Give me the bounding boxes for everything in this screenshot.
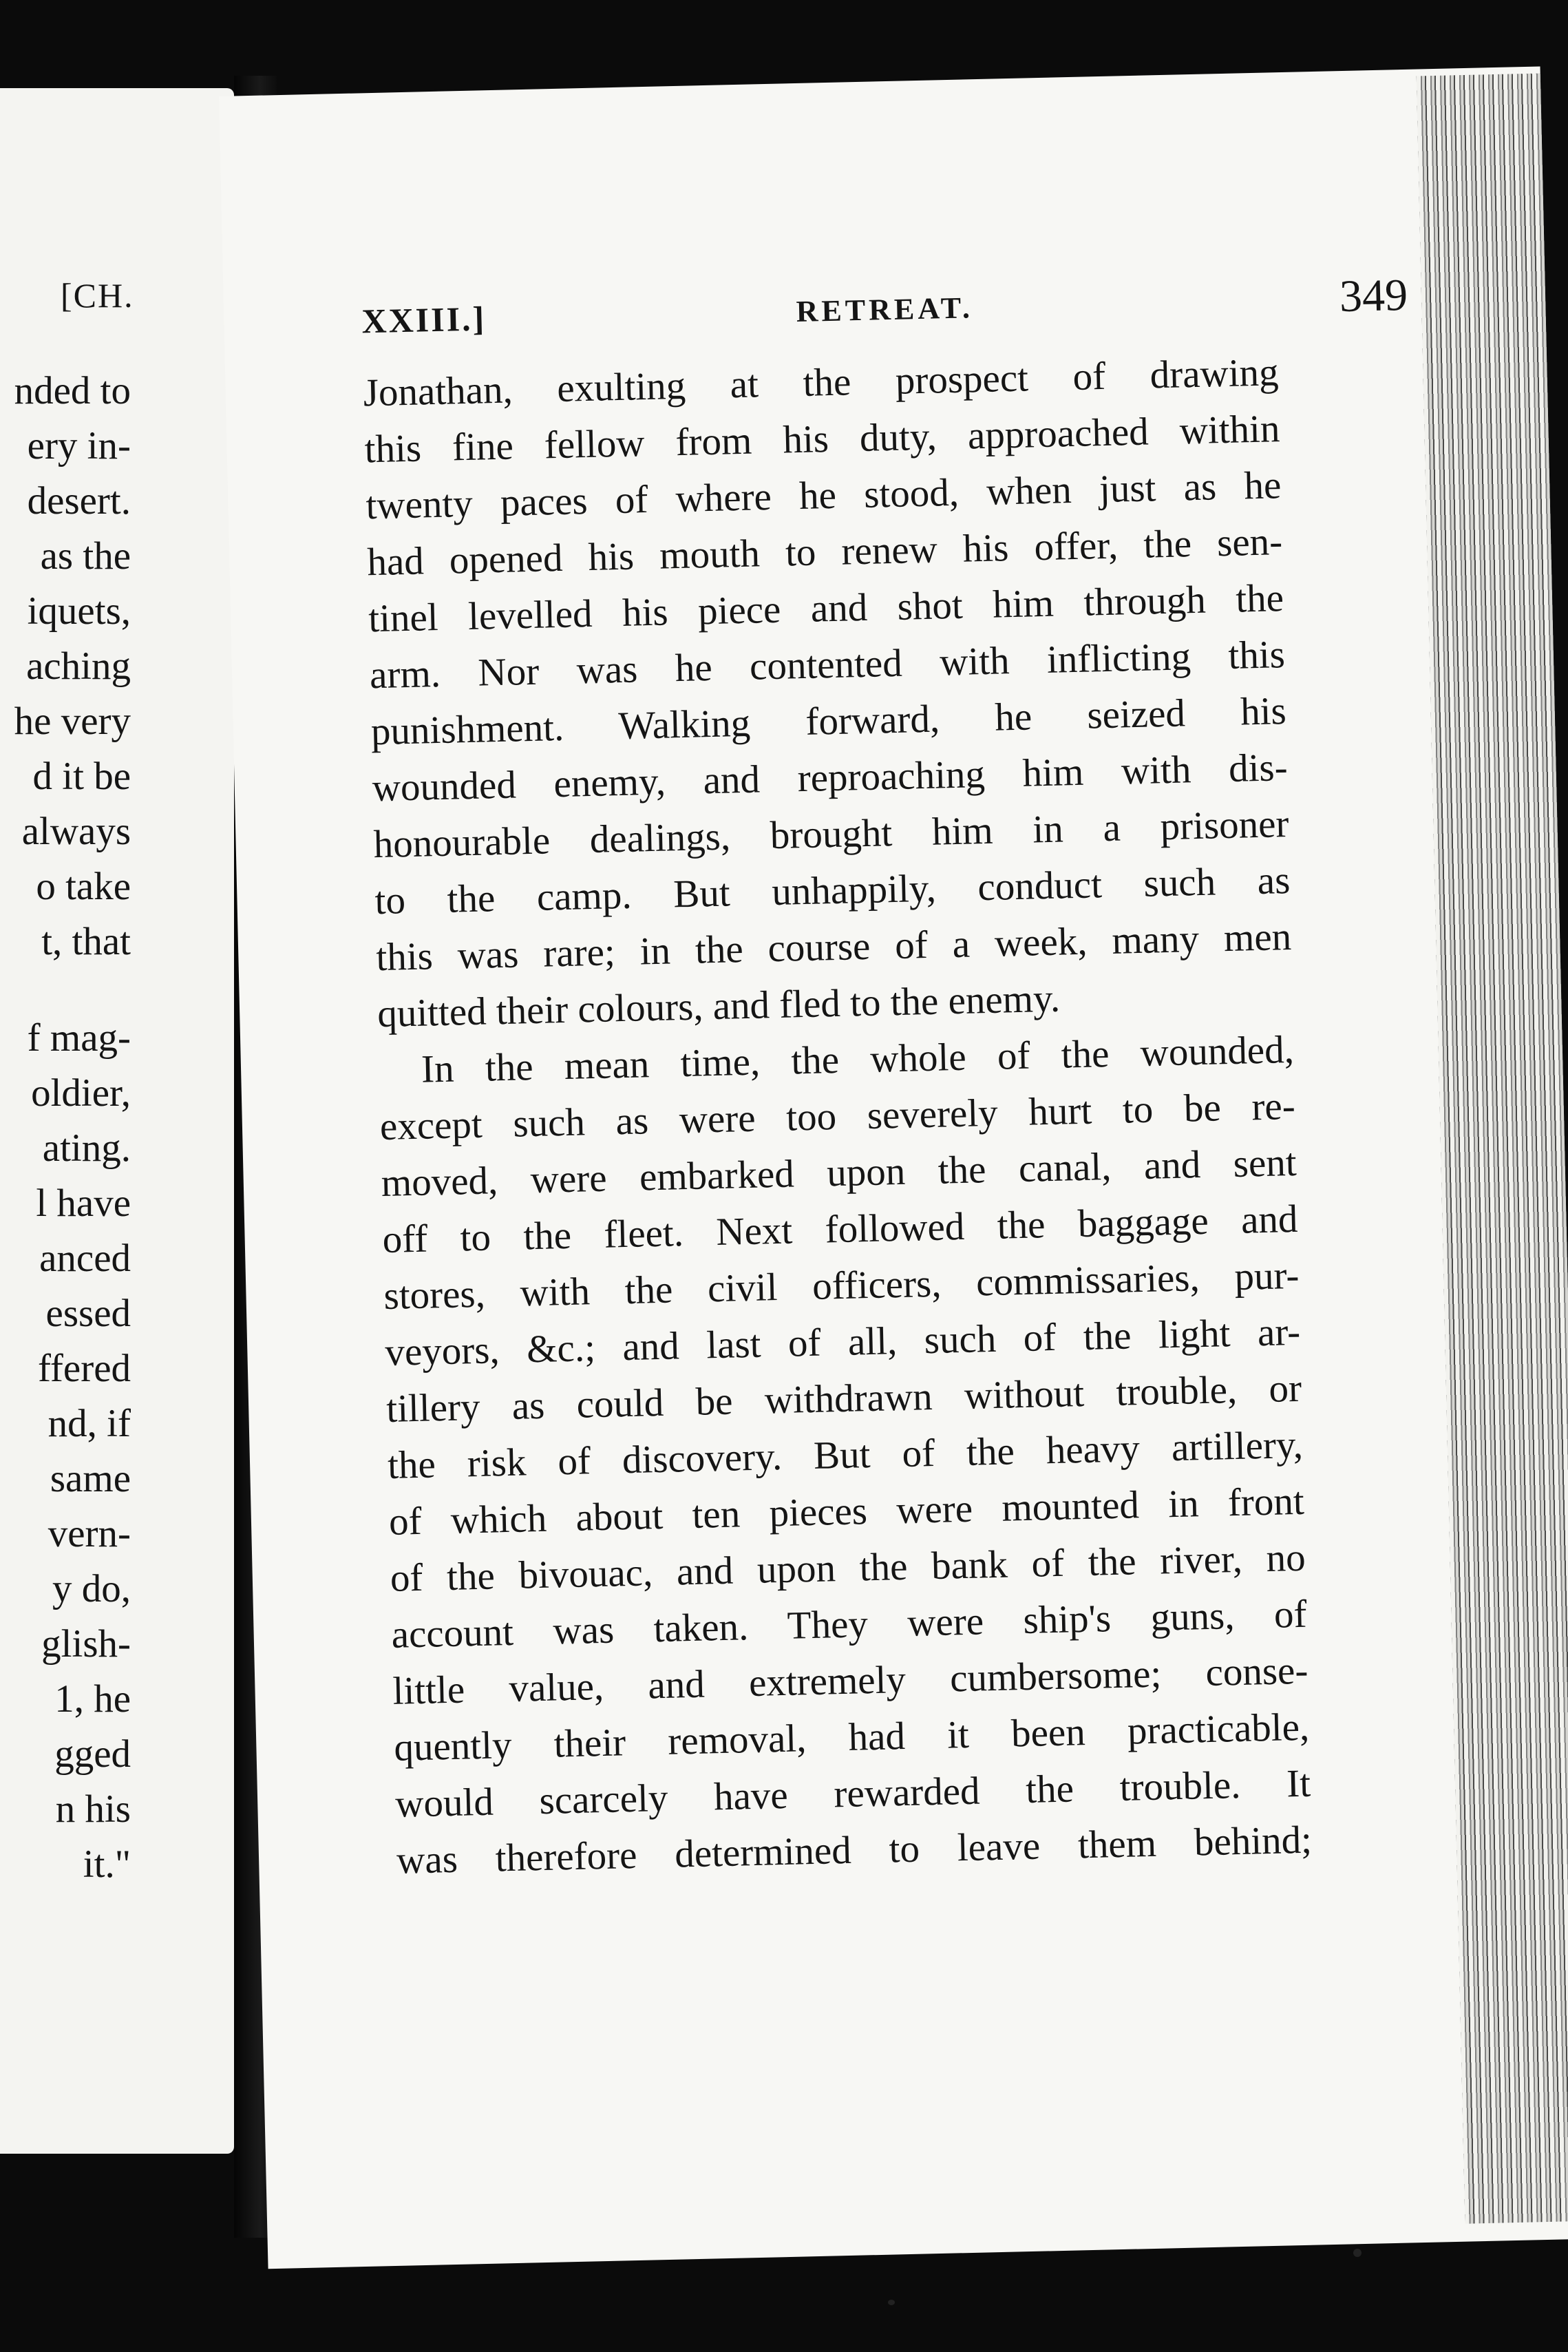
facing-line: 1, he bbox=[54, 1677, 131, 1721]
facing-line: iquets, bbox=[27, 589, 131, 633]
facing-line: nded to bbox=[14, 369, 131, 412]
text-line: moved, were embarked upon the canal, and sent bbox=[381, 1140, 1297, 1206]
text-line: had opened his mouth to renew his offer, the sen- bbox=[366, 520, 1283, 585]
facing-line: l have bbox=[36, 1182, 131, 1225]
facing-line: oldier, bbox=[31, 1071, 131, 1115]
facing-line: ating. bbox=[42, 1126, 131, 1170]
facing-line: ery in- bbox=[27, 424, 131, 468]
facing-line: gged bbox=[54, 1732, 131, 1776]
text-line: quently their removal, had it been practicable, bbox=[393, 1705, 1310, 1770]
facing-line: o take bbox=[36, 865, 131, 908]
text-line: the risk of discovery. But of the heavy artillery, bbox=[387, 1422, 1304, 1487]
text-line: quitted their colours, and fled to the enemy. bbox=[377, 976, 1061, 1036]
facing-page bbox=[0, 88, 234, 2154]
running-head: RETREAT. bbox=[796, 291, 974, 329]
facing-page-header: [CH. bbox=[61, 276, 134, 315]
text-line: Jonathan, exulting at the prospect of drawing bbox=[363, 350, 1280, 415]
text-line: twenty paces of where he stood, when just as he bbox=[365, 463, 1282, 528]
facing-line: essed bbox=[45, 1292, 131, 1335]
text-line: little value, and extremely cumbersome; conse- bbox=[392, 1648, 1309, 1713]
facing-line: ffered bbox=[37, 1347, 131, 1390]
ink-speck bbox=[888, 2300, 895, 2305]
facing-line: nd, if bbox=[47, 1402, 131, 1445]
text-line: to the camp. But unhappily, conduct such as bbox=[374, 858, 1291, 923]
text-line: tinel levelled his piece and shot him through the bbox=[368, 576, 1284, 641]
facing-line: n his bbox=[55, 1787, 131, 1831]
facing-line: anced bbox=[39, 1237, 131, 1280]
text-line: stores, with the civil officers, commissaries, pur- bbox=[383, 1253, 1300, 1319]
text-line: wounded enemy, and reproaching him with dis- bbox=[372, 746, 1289, 810]
text-line: was therefore determined to leave them behind; bbox=[396, 1818, 1313, 1882]
running-header bbox=[361, 269, 1409, 355]
facing-line: glish- bbox=[41, 1622, 131, 1666]
facing-line: vern- bbox=[47, 1512, 131, 1555]
facing-line: aching bbox=[26, 644, 131, 688]
text-line: of which about ten pieces were mounted in front bbox=[388, 1479, 1305, 1544]
book-page bbox=[219, 66, 1568, 2269]
text-line: veyors, &c.; and last of all, such of the light ar- bbox=[384, 1310, 1301, 1374]
facing-line: t, that bbox=[41, 920, 131, 963]
facing-line: as the bbox=[40, 534, 131, 578]
text-line: In the mean time, the whole of the wounded, bbox=[421, 1027, 1295, 1091]
facing-line: it." bbox=[83, 1842, 131, 1886]
text-line: except such as were too severely hurt to be re- bbox=[379, 1084, 1296, 1149]
page-number: 349 bbox=[1339, 269, 1408, 322]
text-line: would scarcely have rewarded the trouble. It bbox=[394, 1761, 1311, 1826]
body-text bbox=[363, 344, 1313, 1889]
text-line: off to the fleet. Next followed the baggage and bbox=[382, 1197, 1299, 1262]
facing-page-text bbox=[0, 364, 131, 1892]
facing-line: desert. bbox=[27, 479, 131, 523]
facing-line: y do, bbox=[52, 1567, 131, 1610]
text-line: of the bivouac, and upon the bank of the river, no bbox=[390, 1535, 1306, 1600]
text-line: account was taken. They were ship's guns, of bbox=[391, 1592, 1308, 1657]
chapter-number: XXIII.] bbox=[361, 299, 487, 341]
facing-line: he very bbox=[14, 700, 131, 743]
facing-line: f mag- bbox=[27, 1016, 131, 1060]
text-line: arm. Nor was he contented with inflicting this bbox=[369, 633, 1286, 697]
facing-line: d it be bbox=[32, 755, 131, 798]
facing-line: same bbox=[50, 1457, 131, 1500]
facing-line: always bbox=[21, 810, 131, 853]
text-line: this was rare; in the course of a week, many men bbox=[375, 914, 1292, 980]
page-edge bbox=[1417, 73, 1568, 2223]
text-line: punishment. Walking forward, he seized his bbox=[370, 689, 1287, 754]
text-line: tillery as could be withdrawn without trouble, or bbox=[385, 1366, 1302, 1431]
ink-speck bbox=[1353, 2249, 1362, 2257]
text-line: this fine fellow from his duty, approached within bbox=[363, 407, 1281, 472]
text-line: honourable dealings, brought him in a prisoner bbox=[372, 802, 1290, 867]
